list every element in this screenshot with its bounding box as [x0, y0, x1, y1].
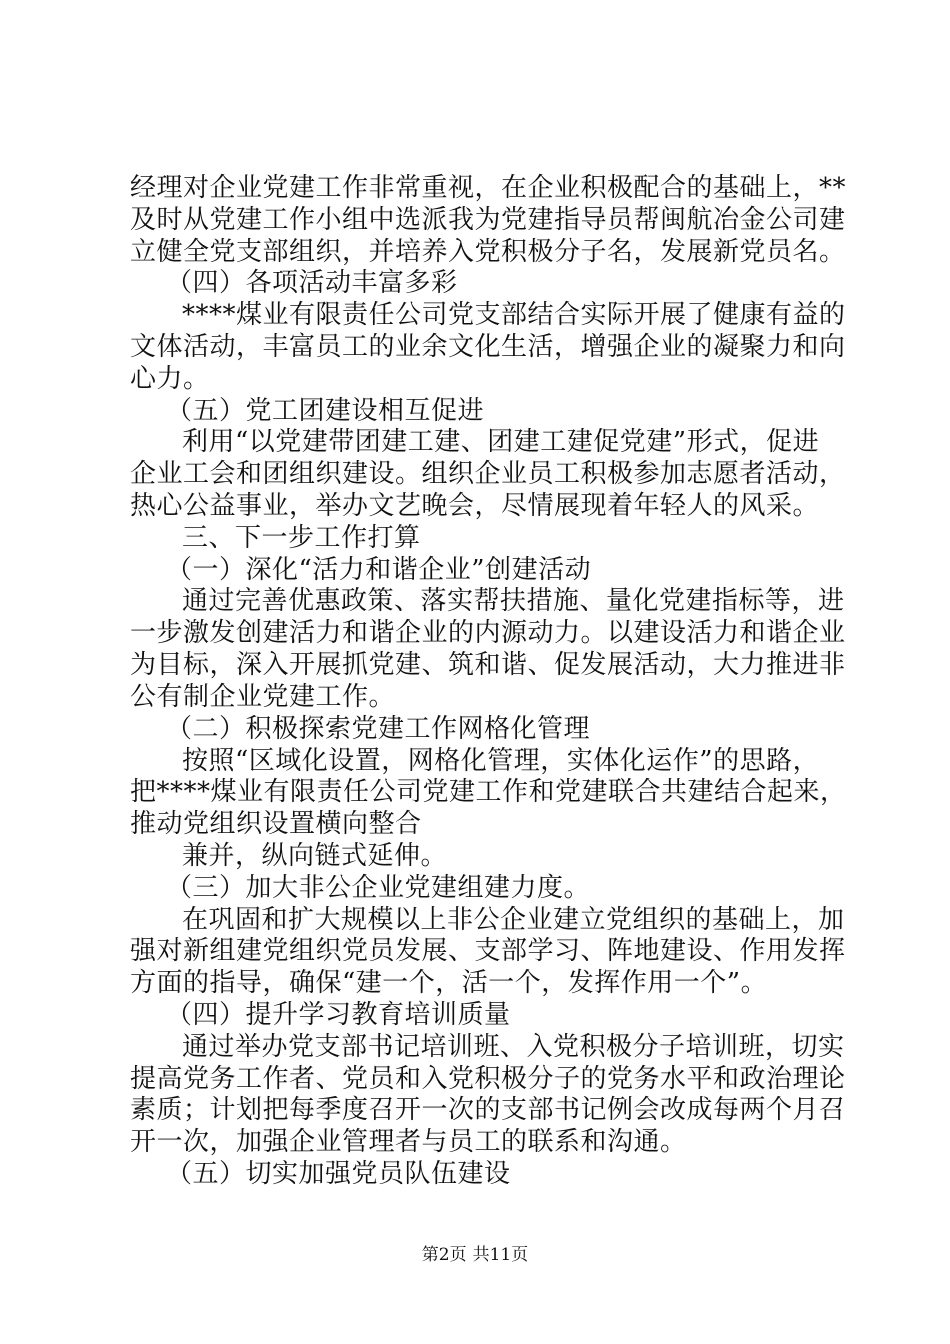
- text-line: 立健全党支部组织，并培养入党积极分子名，发展新党员名。: [130, 237, 846, 267]
- text-line: 推动党组织设置横向整合: [130, 809, 422, 839]
- section-heading: （二）积极探索党建工作网格化管理: [166, 714, 591, 744]
- section-heading: （四）各项活动丰富多彩: [166, 268, 458, 298]
- text-line: 公有制企业党建工作。: [130, 682, 396, 712]
- text-line: 提高党务工作者、党员和入党积极分子的党务水平和政治理论: [130, 1064, 846, 1094]
- text-line: 开一次，加强企业管理者与员工的联系和沟通。: [130, 1127, 687, 1157]
- text-line: 热心公益事业，举办文艺晚会，尽情展现着年轻人的风采。: [130, 491, 820, 521]
- page-footer: [0, 1244, 950, 1266]
- section-heading: （五）切实加强党员队伍建设: [166, 1159, 511, 1189]
- text-line: 在巩固和扩大规模以上非公企业建立党组织的基础上，加: [182, 905, 845, 935]
- text-line: 文体活动，丰富员工的业余文化生活，增强企业的凝聚力和向: [130, 332, 846, 362]
- section-heading: （一）深化“活力和谐企业”创建活动: [166, 555, 592, 585]
- section-heading: （四）提升学习教育培训质量: [166, 1000, 511, 1030]
- text-line: 把****煤业有限责任公司党建工作和党建联合共建结合起来，: [130, 777, 847, 807]
- text-line: 企业工会和团组织建设。组织企业员工积极参加志愿者活动，: [130, 459, 846, 489]
- section-heading: （三）加大非公企业党建组建力度。: [166, 873, 591, 903]
- text-line: 经理对企业党建工作非常重视，在企业积极配合的基础上，**: [130, 173, 847, 203]
- text-line: 素质；计划把每季度召开一次的支部书记例会改成每两个月召: [130, 1095, 846, 1125]
- text-line: 通过举办党支部书记培训班、入党积极分子培训班，切实: [182, 1032, 845, 1062]
- section-heading: 三、下一步工作打算: [182, 523, 421, 553]
- section-heading: （五）党工团建设相互促进: [166, 396, 485, 426]
- text-line: ****煤业有限责任公司党支部结合实际开展了健康有益的: [182, 300, 846, 330]
- text-line: 强对新组建党组织党员发展、支部学习、阵地建设、作用发挥: [130, 936, 846, 966]
- text-line: 一步激发创建活力和谐企业的内源动力。以建设活力和谐企业: [130, 618, 846, 648]
- page-total: 共11页: [472, 1245, 529, 1265]
- text-line: 兼并，纵向链式延伸。: [182, 841, 448, 871]
- text-line: 按照“区域化设置，网格化管理，实体化运作”的思路，: [182, 746, 820, 776]
- text-line: 通过完善优惠政策、落实帮扶措施、量化党建指标等，进: [182, 586, 845, 616]
- page-number: 第2页: [421, 1245, 467, 1265]
- text-line: 利用“以党建带团建工建、团建工建促党建”形式，促进: [182, 427, 820, 457]
- text-line: 方面的指导，确保“建一个，活一个，发挥作用一个”。: [130, 968, 768, 998]
- text-line: 为目标，深入开展抓党建、筑和谐、促发展活动，大力推进非: [130, 650, 846, 680]
- text-line: 心力。: [130, 364, 210, 394]
- text-line: 及时从党建工作小组中选派我为党建指导员帮闽航冶金公司建: [130, 205, 846, 235]
